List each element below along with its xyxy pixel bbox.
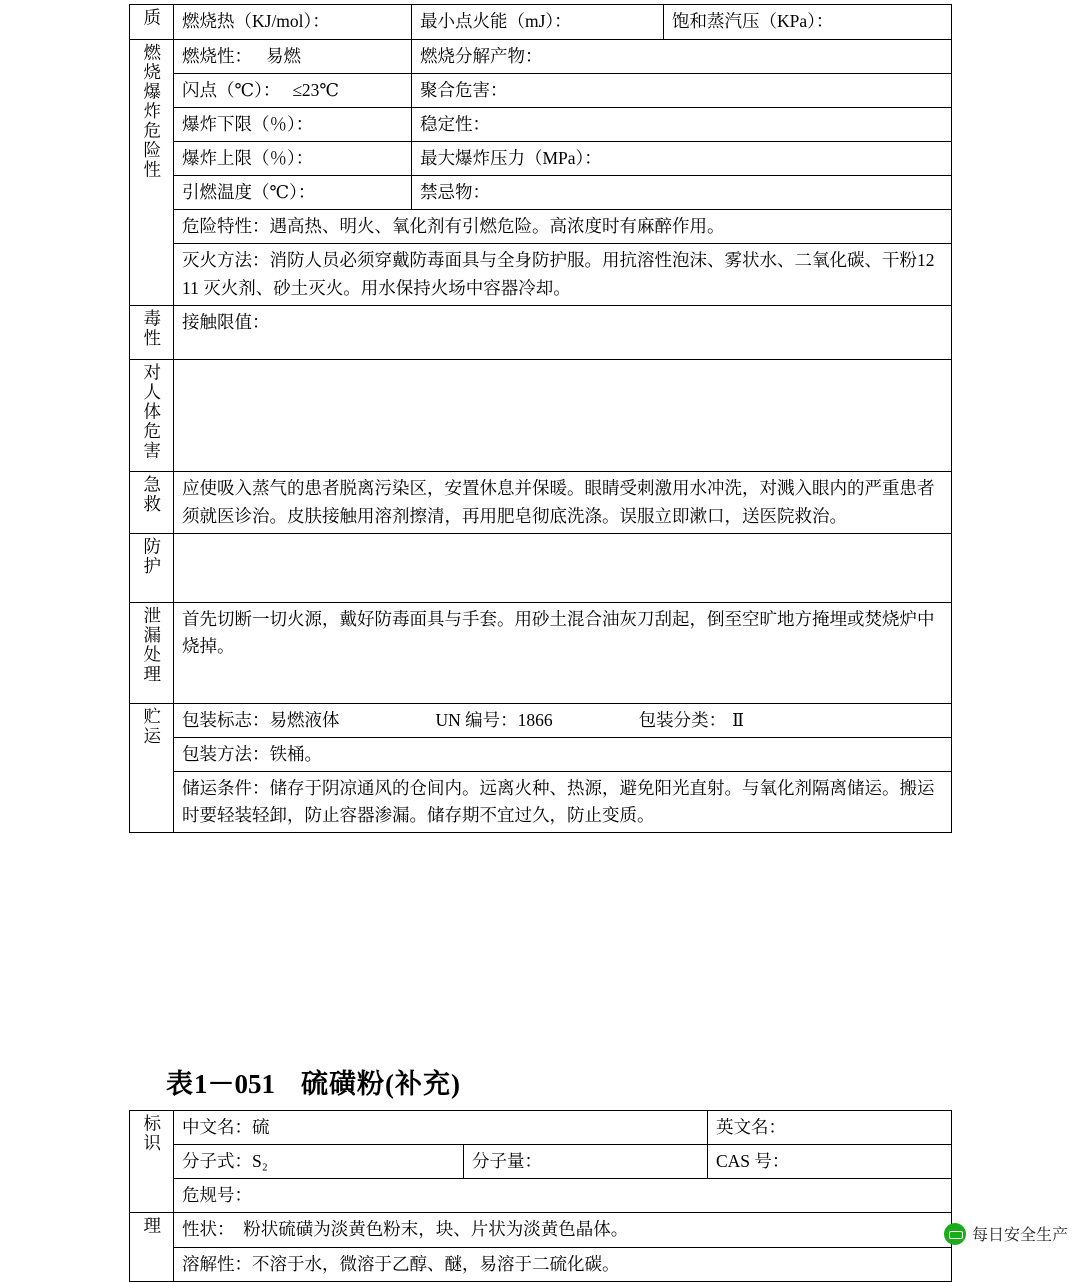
table-row xyxy=(130,1145,952,1179)
table-row xyxy=(130,142,952,176)
section-heading-title: 硫磺粉(补充) xyxy=(301,1069,461,1099)
watermark-label: 每日安全生产 xyxy=(971,1227,1068,1244)
cell-english-name: 英文名： xyxy=(708,1111,952,1145)
msds-table-bottom xyxy=(129,1110,952,1282)
cell-min-ignition-energy: 最小点火能（mJ）： xyxy=(412,5,664,40)
cell-chinese-name xyxy=(174,1111,708,1145)
cell-hazard-code: 危规号： xyxy=(174,1179,952,1213)
table-row xyxy=(130,602,952,703)
table-row xyxy=(130,176,952,210)
cell-flash-point xyxy=(174,73,412,107)
cell-formula xyxy=(174,1145,464,1179)
cell-exposure-limit: 接触限值： xyxy=(174,305,952,359)
table-row xyxy=(130,359,952,472)
cell-combustibility xyxy=(174,39,412,73)
label-un-number: UN 编号： xyxy=(435,709,518,730)
cell-first-aid: 应使吸入蒸气的患者脱离污染区，安置休息并保暖。眼睛受刺激用水冲洗，对溅入眼内的严重患者须就医诊治。皮肤接触用溶剂擦清，再用肥皂彻底洗涤。误服立即漱口，送医院救治。 xyxy=(174,472,952,533)
cell-human-harm xyxy=(174,359,952,472)
row-label-protection: 防护 xyxy=(130,533,174,602)
value-packaging-class: Ⅱ xyxy=(732,709,745,730)
row-label-leak-handling: 泄漏处理 xyxy=(130,602,174,703)
table-row xyxy=(130,244,952,305)
cell-leak-handling: 首先切断一切火源，戴好防毒面具与手套。用砂土混合油灰刀刮起，倒至空旷地方掩埋或焚烧炉中烧掉。 xyxy=(174,602,952,703)
row-label-physical: 理 xyxy=(130,1213,174,1281)
cell-max-explosion-pressure: 最大爆炸压力（MPa）： xyxy=(412,142,952,176)
table-row xyxy=(130,1179,952,1213)
cell-solubility: 溶解性：不溶于水，微溶于乙醇、醚，易溶于二硫化碳。 xyxy=(174,1247,952,1281)
label-combustibility: 燃烧性： xyxy=(182,45,252,66)
row-label-human-harm: 对人体危害 xyxy=(130,359,174,472)
cell-lower-explosive-limit: 爆炸下限（％）： xyxy=(174,107,412,141)
table-row xyxy=(130,210,952,244)
value-un-number: 1866 xyxy=(517,709,553,730)
table-row xyxy=(130,305,952,359)
label-flash-point: 闪点（℃）： xyxy=(182,79,281,100)
table-row xyxy=(130,472,952,533)
cell-polymerization-hazard: 聚合危害： xyxy=(412,73,952,107)
watermark-badge xyxy=(944,1222,1068,1245)
row-label-first-aid: 急救 xyxy=(130,472,174,533)
cell-cas-number: CAS 号： xyxy=(708,1145,952,1179)
table-row xyxy=(130,533,952,602)
cell-storage-conditions: 储运条件：储存于阴凉通风的仓间内。远离火种、热源，避免阳光直射。与氧化剂隔离储运。搬运时要轻装轻卸，防止容器渗漏。储存期不宜过久，防止变质。 xyxy=(174,771,952,832)
msds-table-top xyxy=(129,4,952,833)
cell-hazard-characteristics: 危险特性：遇高热、明火、氧化剂有引燃危险。高浓度时有麻醉作用。 xyxy=(174,210,952,244)
value-chinese-name: 硫 xyxy=(252,1117,270,1137)
cell-molecular-weight: 分子量： xyxy=(464,1145,708,1179)
cell-packaging-method: 包装方法：铁桶。 xyxy=(174,737,952,771)
table-row xyxy=(130,703,952,737)
cell-packaging-row xyxy=(174,703,952,737)
row-label-fire-explosion: 燃烧爆炸危险性 xyxy=(130,39,174,305)
table-row xyxy=(130,73,952,107)
value-combustibility: 易燃 xyxy=(266,45,301,66)
table-row xyxy=(130,1213,952,1247)
cell-fire-fighting: 灭火方法：消防人员必须穿戴防毒面具与全身防护服。用抗溶性泡沫、雾状水、二氧化碳、干粉1211 灭火剂、砂土灭火。用水保持火场中容器冷却。 xyxy=(174,244,952,305)
wechat-icon xyxy=(944,1223,966,1245)
row-label-storage-transport: 贮运 xyxy=(130,703,174,833)
label-packaging-class: 包装分类： xyxy=(638,709,727,730)
cell-heat-of-combustion: 燃烧热（KJ/mol）： xyxy=(174,5,412,40)
table-row xyxy=(130,1111,952,1145)
label-packaging-mark: 包装标志： xyxy=(182,709,270,730)
section-heading xyxy=(166,1062,461,1101)
table-row xyxy=(130,5,952,40)
cell-ignition-temperature: 引燃温度（℃）： xyxy=(174,176,412,210)
value-packaging-mark: 易燃液体 xyxy=(269,709,340,730)
table-row xyxy=(130,737,952,771)
row-label-quality: 质 xyxy=(130,5,174,40)
cell-decomposition-products: 燃烧分解产物： xyxy=(412,39,952,73)
row-label-toxicity: 毒性 xyxy=(130,305,174,359)
cell-appearance: 性状： 粉状硫磺为淡黄色粉末，块、片状为淡黄色晶体。 xyxy=(174,1213,952,1247)
table-row xyxy=(130,39,952,73)
value-flash-point: ≤23℃ xyxy=(292,79,340,100)
value-formula: S₂ xyxy=(252,1151,268,1172)
cell-incompatibles: 禁忌物： xyxy=(412,176,952,210)
cell-upper-explosive-limit: 爆炸上限（％）： xyxy=(174,142,412,176)
section-heading-prefix: 表 xyxy=(166,1069,194,1099)
table-row xyxy=(130,771,952,832)
cell-saturated-vapor-pressure: 饱和蒸汽压（KPa）： xyxy=(664,5,952,40)
cell-stability: 稳定性： xyxy=(412,107,952,141)
table-row xyxy=(130,107,952,141)
label-chinese-name: 中文名： xyxy=(182,1117,252,1137)
section-heading-number: 1－051 xyxy=(194,1069,275,1099)
label-formula: 分子式： xyxy=(182,1151,252,1172)
table-row xyxy=(130,1247,952,1281)
cell-protection xyxy=(174,533,952,602)
row-label-identification: 标识 xyxy=(130,1111,174,1213)
